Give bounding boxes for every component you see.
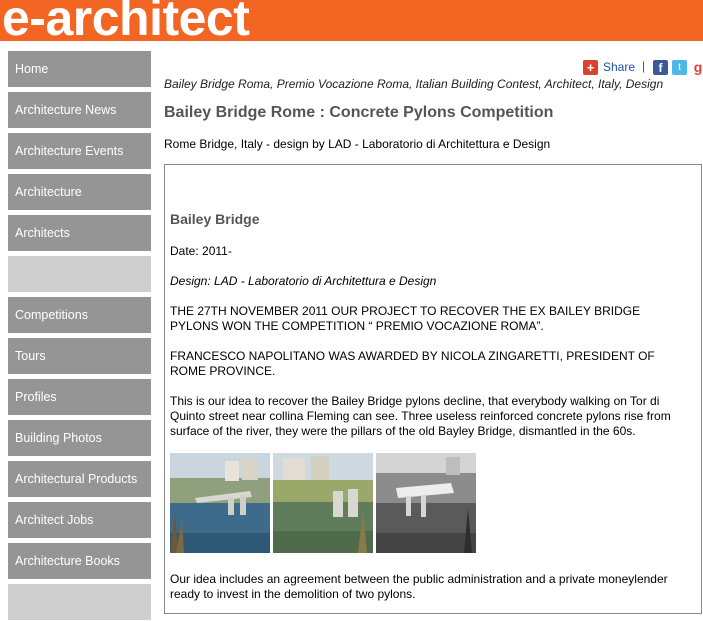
- twitter-icon[interactable]: t: [672, 60, 687, 75]
- facebook-icon[interactable]: f: [653, 60, 668, 75]
- sidebar-item-profiles[interactable]: Profiles: [8, 379, 151, 416]
- sidebar-item-architectural-products[interactable]: Architectural Products: [8, 461, 151, 498]
- sidebar-item-home[interactable]: Home: [8, 51, 151, 88]
- sidebar-item-architecture-news[interactable]: Architecture News: [8, 92, 151, 129]
- project-date: Date: 2011-: [170, 244, 232, 258]
- paragraph-competition: THE 27TH NOVEMBER 2011 OUR PROJECT TO RECOVER THE EX BAILEY BRIDGE PYLONS WON THE COMPETITION “ PREMIO VOCAZIONE ROMA”.: [170, 304, 641, 333]
- paragraph-idea: This is our idea to recover the Bailey Bridge pylons decline, that everybody walking on Tor di Quinto street near collina Fleming can see. Three useless reinforced concrete pylons rise from surface of the river, they were the pillars of the old Bayley Bridge, dismantled in the 60s.: [170, 394, 671, 438]
- sidebar-spacer-bottom: [8, 584, 151, 621]
- sidebar-item-architects[interactable]: Architects: [8, 215, 151, 252]
- bridge-photo-1[interactable]: [170, 453, 270, 553]
- sidebar-item-tours[interactable]: Tours: [8, 338, 151, 375]
- project-designer: Design: LAD - Laboratorio di Architettura e Design: [170, 274, 437, 288]
- article-content-box: [164, 164, 702, 614]
- bridge-photo-3[interactable]: [376, 453, 476, 553]
- share-plus-icon[interactable]: +: [583, 60, 598, 75]
- sidebar-item-architecture[interactable]: Architecture: [8, 174, 151, 211]
- sidebar-item-architecture-books[interactable]: Architecture Books: [8, 543, 151, 580]
- site-header: [0, 0, 703, 41]
- paragraph-award: FRANCESCO NAPOLITANO WAS AWARDED BY NICOLA ZINGARETTI, PRESIDENT OF ROME PROVINCE.: [170, 349, 655, 378]
- article-subtitle: Rome Bridge, Italy - design by LAD - Laboratorio di Architettura e Design: [164, 137, 551, 151]
- site-logo[interactable]: e-architect: [2, 0, 250, 41]
- share-bar: [503, 58, 703, 78]
- page-title: Bailey Bridge Rome : Concrete Pylons Competition: [164, 104, 554, 121]
- sidebar-item-building-photos[interactable]: Building Photos: [8, 420, 151, 457]
- share-separator: |: [642, 59, 646, 73]
- paragraph-agreement: Our idea includes an agreement between the public administration and a private moneylender ready to invest in the demolition of two pylons.: [170, 572, 668, 601]
- sidebar-item-competitions[interactable]: Competitions: [8, 297, 151, 334]
- sidebar-item-architecture-events[interactable]: Architecture Events: [8, 133, 151, 170]
- share-link[interactable]: Share: [603, 60, 636, 74]
- google-icon[interactable]: g: [693, 59, 703, 75]
- article-tags: Bailey Bridge Roma, Premio Vocazione Roma, Italian Building Contest, Architect, Italy, Design: [164, 77, 664, 91]
- project-heading: Bailey Bridge: [170, 211, 260, 227]
- sidebar-nav: [0, 41, 160, 599]
- sidebar-spacer: [8, 256, 151, 293]
- bridge-photo-2[interactable]: [273, 453, 373, 553]
- sidebar-item-architect-jobs[interactable]: Architect Jobs: [8, 502, 151, 539]
